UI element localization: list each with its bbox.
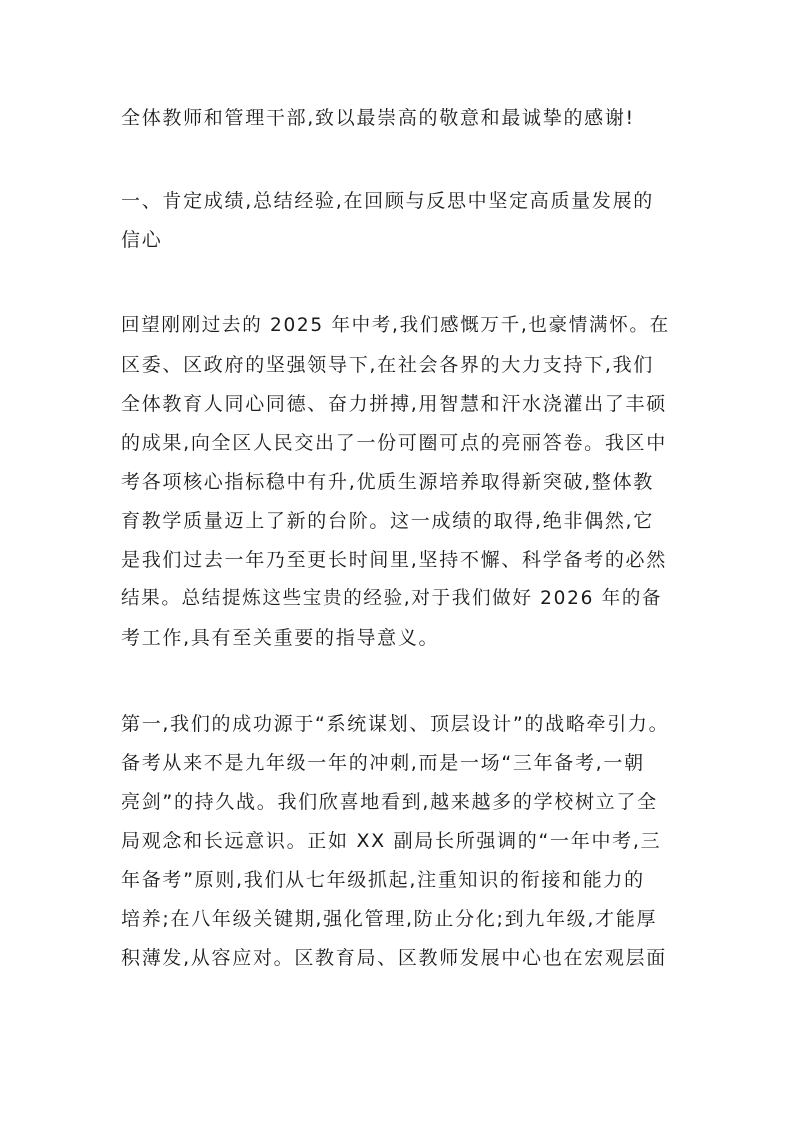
paragraph-line: 结果。总结提炼这些宝贵的经验,对于我们做好 2026 年的备	[121, 588, 663, 609]
paragraph-line: 回望刚刚过去的 2025 年中考,我们感慨万千,也豪情满怀。在	[121, 315, 670, 336]
paragraph-line: 年备考”原则,我们从七年级抓起,注重知识的衔接和能力的	[121, 869, 645, 891]
paragraph-line: 第一,我们的成功源于“系统谋划、顶层设计”的战略牵引力。	[121, 713, 670, 735]
paragraph-line: 是我们过去一年乃至更长时间里,坚持不懈、科学备考的必然	[121, 549, 667, 571]
paragraph-line: 考工作,具有至关重要的指导意义。	[121, 627, 440, 649]
paragraph-line: 备考从来不是九年级一年的冲刺,而是一场“三年备考,一朝	[121, 752, 645, 774]
intro-line: 全体教师和管理干部,致以最崇高的敬意和最诚挚的感谢!	[121, 107, 635, 129]
paragraph-line: 全体教育人同心同德、奋力拼搏,用智慧和汗水浇灌出了丰硕	[121, 393, 667, 415]
section-heading-line: 一、肯定成绩,总结经验,在回顾与反思中坚定高质量发展的	[121, 190, 654, 212]
paragraph-line: 育教学质量迈上了新的台阶。这一成绩的取得,绝非偶然,它	[121, 510, 654, 532]
paragraph-line: 的成果,向全区人民交出了一份可圈可点的亮丽答卷。我区中	[121, 432, 667, 454]
section-heading-line: 信心	[121, 229, 163, 251]
paragraph-line: 积薄发,从容应对。区教育局、区教师发展中心也在宏观层面	[121, 947, 667, 969]
paragraph-line: 亮剑”的持久战。我们欣喜地看到,越来越多的学校树立了全	[121, 791, 658, 813]
paragraph-line: 考各项核心指标稳中有升,优质生源培养取得新突破,整体教	[121, 471, 654, 493]
paragraph-line: 区委、区政府的坚强领导下,在社会各界的大力支持下,我们	[121, 354, 654, 376]
paragraph-line: 局观念和长远意识。正如 XX 副局长所强调的“一年中考,三	[121, 830, 662, 852]
paragraph-line: 培养;在八年级关键期,强化管理,防止分化;到九年级,才能厚	[121, 908, 658, 930]
